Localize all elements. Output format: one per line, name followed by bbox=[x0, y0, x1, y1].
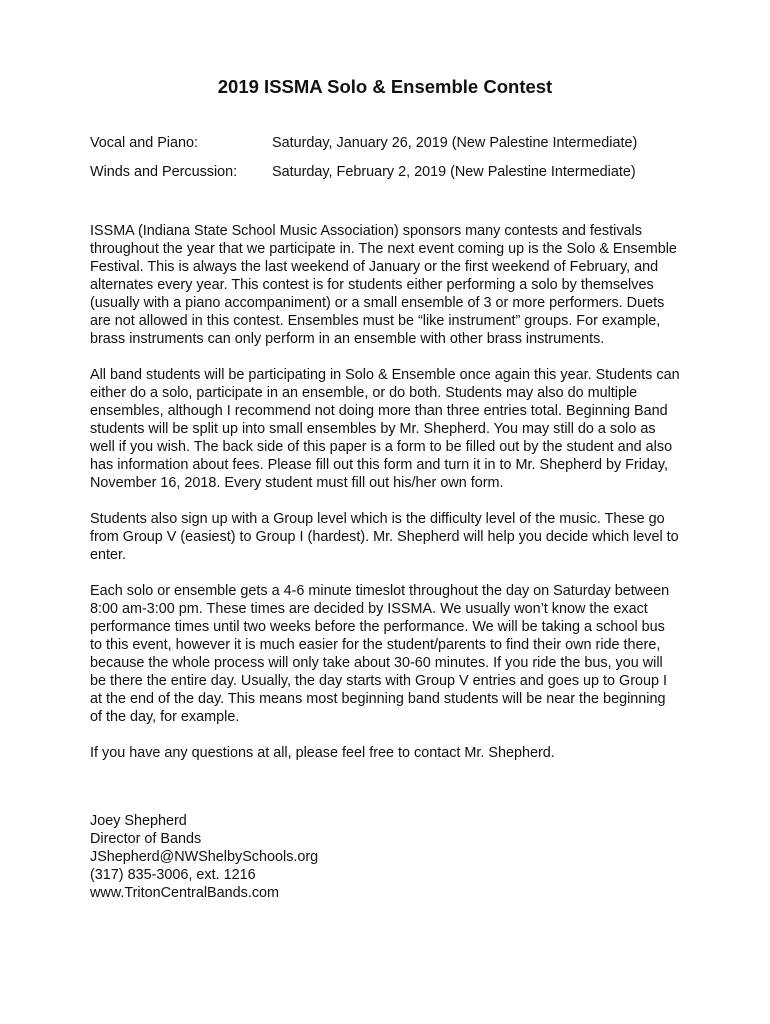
schedule-row-winds bbox=[90, 161, 637, 190]
signature-name: Joey Shepherd bbox=[90, 813, 187, 829]
paragraph-issma-intro: ISSMA (Indiana State School Music Association) sponsors many contests and festivals throughout the year that we participate in. The next event coming up is the Solo & Ensemble Festival. This is always the last weekend of January or the first weekend of February, and alternates every year. This contest is for students either performing a solo by themselves (usually with a piano accompaniment) or a small ensemble of 3 or more performers. Duets are not allowed in this contest. Ensembles must be “like instrument” groups. For example, brass instruments can only perform in an ensemble with other brass instruments. bbox=[90, 223, 677, 347]
signature-website: www.TritonCentralBands.com bbox=[90, 885, 280, 901]
schedule-list bbox=[90, 132, 637, 190]
signature-block bbox=[90, 812, 318, 902]
paragraph-timeslot: Each solo or ensemble gets a 4-6 minute timeslot throughout the day on Saturday between 8:00 am-3:00 pm. These times are decided by ISSMA. We usually won’t know the exact performance times until two weeks before the performance. We will be taking a school bus to this event, however it is much easier for the student/parents to find their own ride there, because the whole process will only take about 30-60 minutes. If you ride the bus, you will be there the entire day. Usually, the day starts with Group V entries and goes up to Group I at the end of the day. This means most beginning band students will be near the beginning of the day, for example. bbox=[90, 583, 670, 725]
paragraph-contact: If you have any questions at all, please feel free to contact Mr. Shepherd. bbox=[90, 745, 555, 761]
schedule-value: Saturday, January 26, 2019 (New Palestine Intermediate) bbox=[272, 135, 638, 151]
signature-email: JShepherd@NWShelbySchools.org bbox=[90, 849, 319, 865]
schedule-value: Saturday, February 2, 2019 (New Palestine Intermediate) bbox=[272, 164, 636, 180]
document-title: 2019 ISSMA Solo & Ensemble Contest bbox=[217, 76, 553, 97]
schedule-label: Vocal and Piano: bbox=[90, 135, 199, 151]
paragraph-group-level: Students also sign up with a Group level which is the difficulty level of the music. These go from Group V (easiest) to Group I (hardest). Mr. Shepherd will help you decide which level to enter. bbox=[90, 511, 679, 563]
signature-phone: (317) 835-3006, ext. 1216 bbox=[90, 867, 256, 883]
schedule-row-vocal bbox=[90, 132, 637, 161]
paragraph-participation: All band students will be participating in Solo & Ensemble once again this year. Students can either do a solo, participate in an ensemble, or do both. Students may also do multiple ensembles, although I recommend not doing more than three entries total. Beginning Band students will be split up into small ensembles by Mr. Shepherd. You may still do a solo as well if you wish. The back side of this paper is a form to be filled out by the student and also has information about fees. Please fill out this form and turn it in to Mr. Shepherd by Friday, November 16, 2018. Every student must fill out his/her own form. bbox=[90, 367, 680, 491]
body-text bbox=[90, 222, 680, 780]
signature-position: Director of Bands bbox=[90, 831, 202, 847]
schedule-label: Winds and Percussion: bbox=[90, 164, 238, 180]
